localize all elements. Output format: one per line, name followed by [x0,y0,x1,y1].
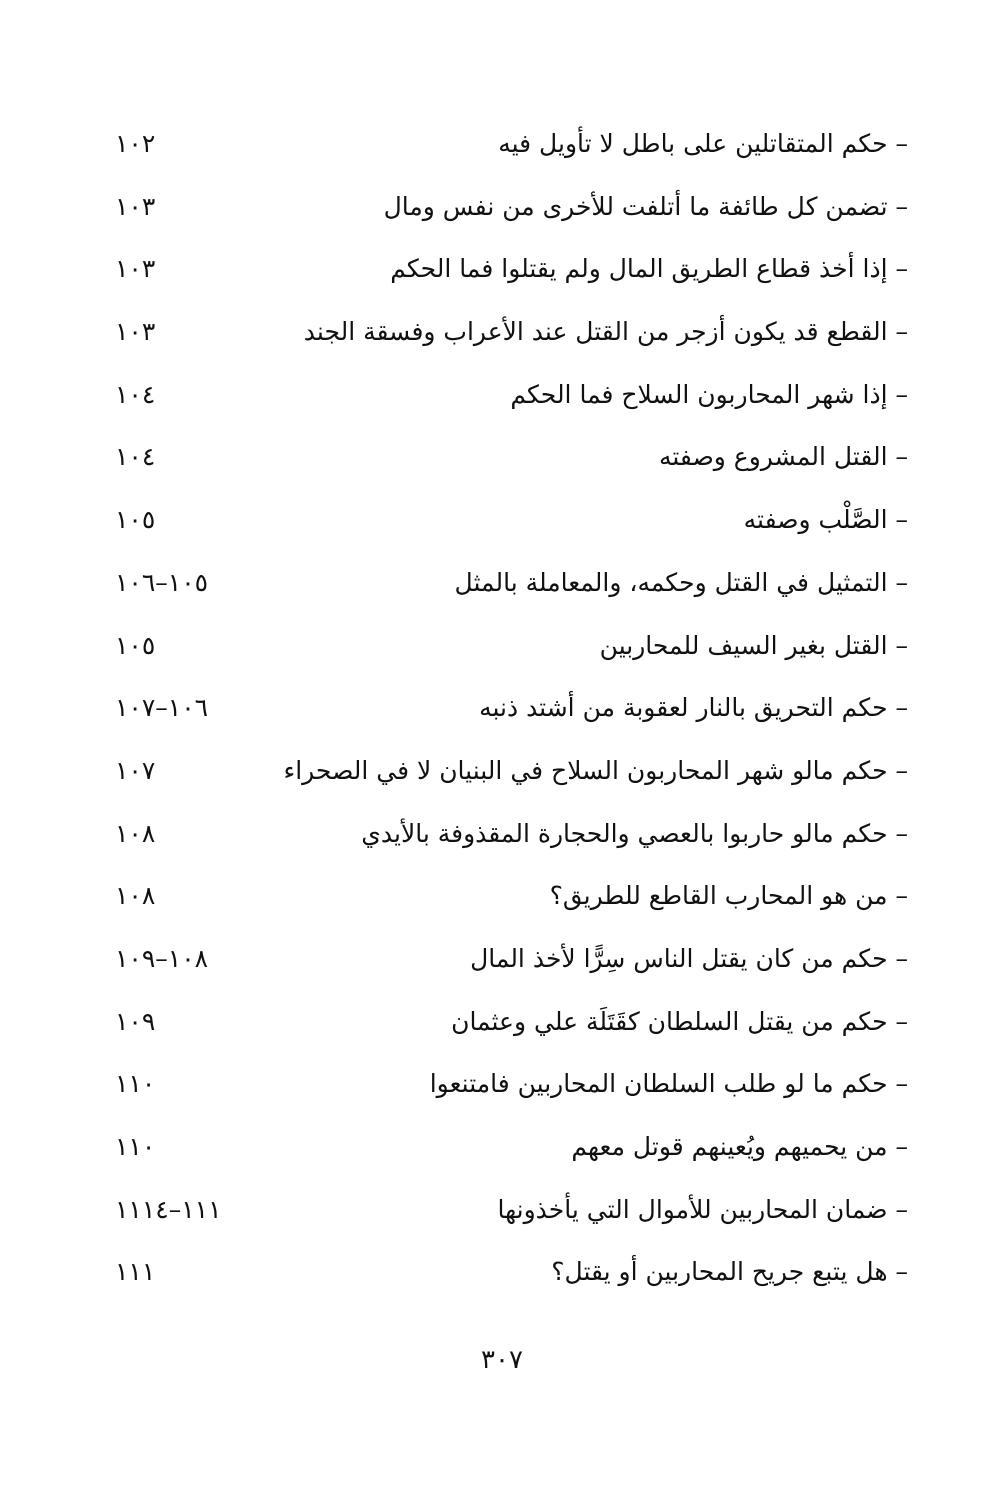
toc-entry-page: ١٠٥ [115,505,156,535]
toc-entry-page: ١٠٥–١٠٦ [115,567,209,597]
toc-entry [0,935,1004,998]
toc-entry [0,1186,1004,1249]
toc-entry-title: – إذا أخذ قطاع الطريق المال ولم يقتلوا فما الحكم [390,254,908,284]
toc-entry-title: – القطع قد يكون أزجر من القتل عند الأعراب وفسقة الجند [303,317,908,347]
toc-entry [0,1123,1004,1186]
toc-entry-page: ١٠٨ [115,881,156,911]
toc-entry [0,747,1004,810]
toc-entry-title: – القتل المشروع وصفته [658,442,908,472]
toc-entry-page: ١٠٣ [115,191,156,221]
toc-entry [0,1060,1004,1123]
toc-entry [0,183,1004,246]
toc-entry [0,622,1004,685]
toc-entry [0,559,1004,622]
toc-entry-title: – حكم من يقتل السلطان كقَتَلَة علي وعثمان [451,1006,908,1036]
toc-entry [0,998,1004,1061]
toc-entry-page: ١١١ [115,1257,156,1287]
toc-entry-page: ١٠٦–١٠٧ [115,693,209,723]
toc-entry-title: – حكم مالو شهر المحاربون السلاح في البنيان لا في الصحراء [283,755,908,785]
toc-entry-page: ١٠٨–١٠٩ [115,943,209,973]
toc-entry-page: ١٠٥ [115,630,156,660]
toc-entry [0,120,1004,183]
toc-entry-page: ١٠٣ [115,254,156,284]
toc-entry [0,810,1004,873]
toc-entry-title: – من يحميهم ويُعينهم قوتل معهم [571,1132,908,1161]
toc-entry-page: ١٠٩ [115,1006,156,1036]
toc-entry-page: ١١٠ [115,1132,156,1161]
toc-entry-page: ١١٠ [115,1069,156,1099]
toc-entry-title: – من هو المحارب القاطع للطريق؟ [549,881,908,911]
toc-entry-page: ١٠٤ [115,379,156,409]
table-of-contents [0,120,1004,1311]
toc-entry [0,371,1004,434]
toc-entry-page: ١٠٨ [115,818,156,848]
toc-entry-page: ١٠٧ [115,755,156,785]
toc-entry-title: – حكم ما لو طلب السلطان المحاربين فامتنعوا [429,1069,908,1099]
toc-entry-title: – الصَّلْب وصفته [743,505,908,535]
toc-entry [0,496,1004,559]
toc-entry-page: ١١١–١١١٤ [115,1194,222,1224]
toc-entry-title: – تضمن كل طائفة ما أتلفت للأخرى من نفس ومال [383,191,908,221]
toc-entry-page: ١٠٢ [115,129,156,158]
toc-entry-title: – حكم من كان يقتل الناس سِرًّا لأخذ المال [470,943,908,973]
toc-entry [0,872,1004,935]
toc-entry-page: ١٠٤ [115,442,156,472]
toc-entry-title: – ضمان المحاربين للأموال التي يأخذونها [497,1194,908,1224]
toc-entry [0,433,1004,496]
toc-entry [0,308,1004,371]
toc-entry-page: ١٠٣ [115,317,156,347]
toc-entry-title: – إذا شهر المحاربون السلاح فما الحكم [510,379,908,409]
toc-entry-title: – القتل بغير السيف للمحاربين [599,630,908,660]
toc-entry [0,1248,1004,1311]
toc-entry [0,245,1004,308]
toc-entry-title: – حكم التحريق بالنار لعقوبة من أشتد ذنبه [479,693,908,723]
toc-entry-title: – هل يتبع جريح المحاربين أو يقتل؟ [551,1257,908,1287]
toc-entry-title: – حكم مالو حاربوا بالعصي والحجارة المقذوفة بالأيدي [361,818,908,848]
toc-entry [0,684,1004,747]
page-number: ٣٠٧ [481,1345,523,1375]
toc-entry-title: – التمثيل في القتل وحكمه، والمعاملة بالمثل [454,567,908,597]
toc-entry-title: – حكم المتقاتلين على باطل لا تأويل فيه [498,129,908,158]
